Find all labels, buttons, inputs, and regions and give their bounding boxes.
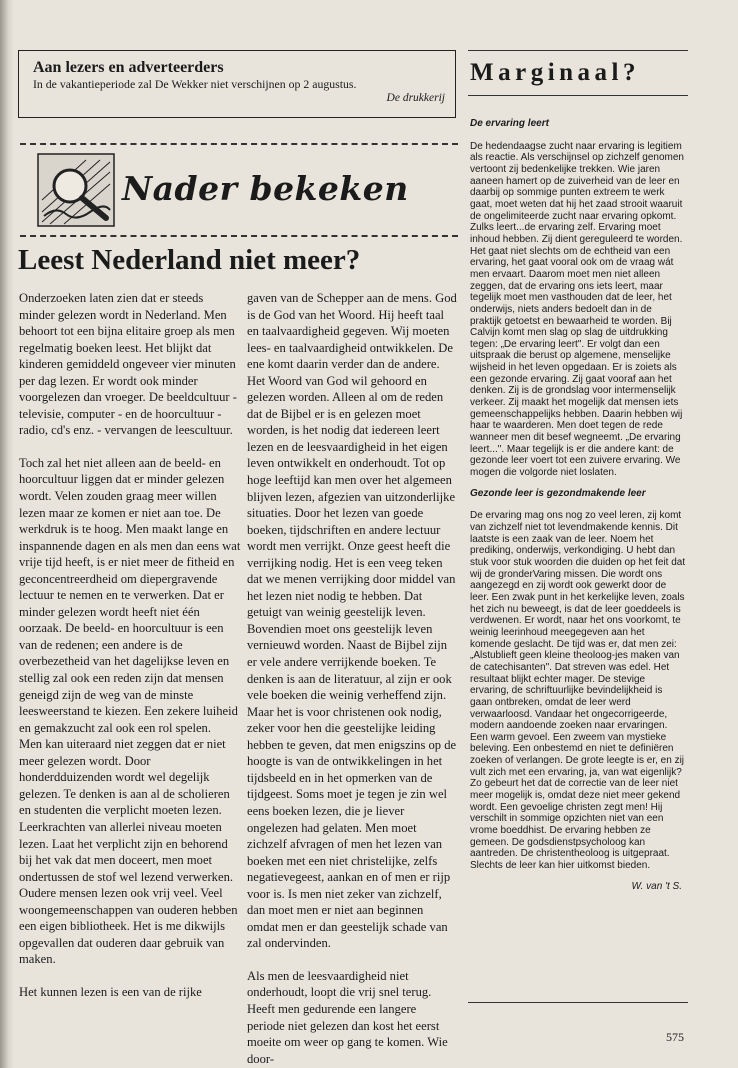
section-divider-bottom [20,235,458,237]
article-column-2 [247,290,457,1067]
sidebar-paragraph: De ervaring mag ons nog zo veel leren, zij komt van zichzelf niet tot levendmakende kennis. Dit laatste is een zaak van de leer. Noem het prediking, onderwijs, verkondiging. U hebt dan stuk voor stuk woorden die duiden op het feit dat wij de gronderVaring missen. Die wordt ons aangezegd en zij wordt ook gewerkt door de leer. Een zwak punt in het kerkelijke leven, zoals het zich nu beweegt, is dat de leer goeddeels is verdwenen. Er wordt, naar het ons voorkomt, te weinig leerinhoud meegegeven aan het komende geslacht. De tijd was er, dat men zei: „Alstublieft geen kleine theoloog-jes maken van de catechisanten". Dat streven was edel. Het resultaat blijkt echter mager. De stevige ervaring, de schriftuurlijke bevindelijkheid is gaan ontbreken, omdat de leer werd verwaarloosd. Vandaar het ongecorrigeerde, modern aandoende zoeken naar ervaringen. Een warm gevoel. Een zweem van mystieke beleving. Een onbestemd en niet te definiëren zoeken of verlangen. De grote leegte is er, en zij vult zich met een ervaring, ja, van wat eigenlijk? Zo gebeurt het dat de correctie van de leer niet meer mogelijk is, omdat deze niet meer gekend wordt. Een gevoelige christen zegt men! Hij verschilt in sommige opzichten niet van een vrome boeddhist. De ervaring hebben ze gemeen. De godsdienstpsycholoog kan aantreden. De christentheoloog is uitgepraat. Slechts de leer kan hier uitkomst bieden. [470,510,686,872]
sidebar-subheading: De ervaring leert [470,118,549,129]
notice-box [18,50,456,118]
notice-text: In de vakantieperiode zal De Wekker niet verschijnen op 2 augustus. [33,77,357,91]
magnifier-emblem-icon [36,152,116,228]
sidebar-paragraph: De hedendaagse zucht naar ervaring is legitiem als reactie. Als verschijnsel op zichzelf genomen vertoont zij bedenkelijke trekken. Wie jaren aaneen hamert op de zuiverheid van de leer en daarbij op sommige punten extreem te werk gaat, moet weten dat hij het zaad strooit waaruit de ongelimiteerde zucht naar ervaring opkomt. Zulks leert...de ervaring zelf. Ervaring moet inhoud hebben. Zij dient gereguleerd te worden. Het gaat niet slechts om de echtheid van een ervaring, het gaat vooral ook om de vraag wát men ervaart. Daarom moet men niet alleen zeggen, dat de ervaring ons iets leert, maar tegelijk moet men vasthouden dat de leer, het onderwijs, niets anders bedoelt dan in de praktijk getoetst en bewaarheid te worden. Bij Calvijn komt men slag op slag de uitdrukking tegen: „De ervaring leert". Er volgt dan een uitspraak die berust op algemene, menselijke wijsheid in het leven opgedaan. Er is zoiets als een gezonde ervaring. Zij gaat vooraf aan het denken. Zij is de grondslag voor intermenselijk verkeer. Zij maakt het mogelijk dat mensen iets gemeenschappelijks hebben. Daarin hebben wij haar te waarderen. Men doet tegen de rede wanneer men dit besef wegneemt. „De ervaring leert...". Maar tegelijk is er die andere kant: de gezonde leer voert tot een zuivere ervaring. We mogen die volgorde niet loslaten. [470,140,684,479]
notice-title: Aan lezers en adverteerders [33,59,224,76]
sidebar-subheading: Gezonde leer is gezondmakende leer [470,487,646,499]
article-headline: Leest Nederland niet meer? [18,244,361,276]
sidebar-signature: W. van 't S. [631,880,682,892]
paragraph: Men kan uiteraard niet zeggen dat er niet meer gelezen wordt. Door honderdduizenden wordt wel degelijk gelezen. Te denken is aan al de scholieren en studenten die verplicht moeten lezen. Leerkrachten van allerlei niveau moeten lezen. Laat het verplicht zijn en behorend bij het vak dat men doceert, men moet ondertussen de stof wel lezend verwerken. Oudere mensen lezen ook vrij veel. Veel woongemeenschappen van ouderen hebben een eigen bibliotheek. Het is me dikwijls opgevallen dat ouderen daar gebruik van maken. [19,737,238,967]
sidebar-title: Marginaal? [470,59,640,86]
page-number: 575 [666,1030,684,1044]
paragraph: Als men de leesvaardigheid niet onderhoudt, loopt die vrij snel terug. Heeft men gedurende een langere periode niet gelezen dan kost het eerst moeite om weer op gang te komen. Wie door- [247,968,448,1066]
paragraph: Onderzoeken laten zien dat er steeds minder gelezen wordt in Nederland. Men behoort tot een bijna elitaire groep als men regelmatig boeken leest. Het blijkt dat kinderen gemiddeld ongeveer vier minuten per dag lezen. Er wordt ook minder voorgelezen dan vroeger. De beeldcultuur - televisie, computer - en de hoorcultuur - radio, cd's enz. - vervangen de leescultuur. [19,291,237,438]
section-divider-top [20,143,458,145]
sidebar-rule-top [468,50,688,51]
article-column-1 [19,290,241,1000]
paragraph: Toch zal het niet alleen aan de beeld- en hoorcultuur liggen dat er minder gelezen wordt. Velen zouden graag meer willen lezen maar ze komen er niet aan toe. De werkdruk is te hoog. Men maakt lange en inspannende dagen en als men dan eens wat vrije tijd heeft, is er niet meer de fitheid en geconcentreerdheid om diepergravende lectuur te nemen en te verwerken. Dat er minder gelezen wordt heeft niet één oorzaak. De beeld- en hoorcultuur is een van de redenen; een andere is de overbezetheid van het dagelijkse leven en stellig zal ook een reden zijn dat mensen geneigd zijn de weg van de minste leesweerstand te kiezen. Een zekere luiheid en gemakzucht zal ook een rol spelen. [19,455,241,735]
notice-signature: De drukkerij [386,92,445,104]
sidebar-title-rule [468,95,688,96]
section-title: Nader bekeken [122,169,409,208]
page-spine-shadow [0,0,14,1068]
paragraph: gaven van de Schepper aan de mens. God is de God van het Woord. Hij heeft taal en taalvaardigheid gegeven. Wij moeten lees- en taalvaardigheid ontwikkelen. De ene komt daarin verder dan de andere. Het Woord van God wil gehoord en gelezen worden. Alleen al om de reden dat de Bijbel er is en gelezen moet worden, is het nodig dat iedereen leert lezen en de leesvaardigheid in het eigen leven ontwikkelt en onderhoudt. Tot op hoge leeftijd kan men over het algemeen blijven lezen, afgezien van uitzonderlijke situaties. Door het lezen van goede boeken, tijdschriften en andere lectuur wordt men verrijkt. Onze geest heeft die verrijking nodig. Het is een veeg teken dat we menen verrijking door middel van het lezen niet nodig te hebben. Dat getuigt van weinig geestelijk leven. Bovendien moet ons geestelijk leven vernieuwd worden. Naast de Bijbel zijn er vele andere verrijkende boeken. Te denken is aan de literatuur, al zijn er ook vele boeken die weinig verheffend zijn. Maar het is voor christenen ook nodig, zeker voor hen die geestelijke leiding hebben te geven, dat men enigszins op de hoogte is van de ontwikkelingen in het tijdsbeeld en in het opmerken van de tijdgeest. Soms moet je tegen je zin wel eens boeken lezen, die je liever ongelezen had gelaten. Men moet zichzelf afvragen of men het lezen van boeken met een niet christelijke, zelfs negatievegeest, aankan en of men er rijp voor is. Is men niet zeker van zichzelf, dan moet men er niet aan beginnen omdat men er dan geestelijk schade van zal ondervinden. [247,291,457,951]
sidebar-body [470,118,686,892]
sidebar-rule-bottom [468,1002,688,1003]
paragraph: Het kunnen lezen is een van de rijke [19,984,202,999]
